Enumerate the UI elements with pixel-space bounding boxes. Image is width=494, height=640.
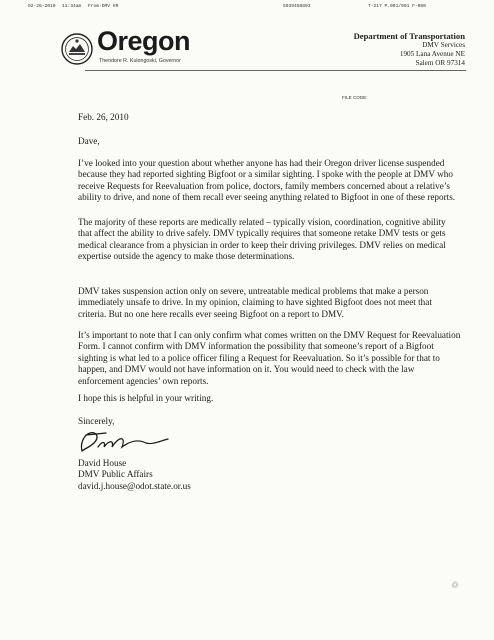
oregon-wordmark: Oregon <box>97 26 191 56</box>
paragraph-4: It’s important to note that I can only confirm what comes written on the DMV Request for Reevaluation Form. I cannot confirm with DMV information the possibility that someone’s report of a Bigfoot sighting is what led to a police officer filing a Request for Reevaluation. So it’s possible for that to happen, and DMV would not have information on it. You would need to check with the law enforcement agencies’ own reports. <box>78 330 461 386</box>
department-name: Department of Transportation <box>353 31 465 41</box>
recycle-icon: ♲ <box>451 580 460 590</box>
division-name: DMV Services <box>422 41 465 49</box>
handwritten-signature <box>76 427 172 457</box>
signoff: Sincerely, <box>78 416 115 426</box>
letterhead-divider <box>85 70 466 71</box>
fax-page-info: T-217 P.001/001 F-080 <box>368 4 426 9</box>
signer-title: DMV Public Affairs <box>78 469 153 480</box>
address-line-2: Salem OR 97314 <box>415 59 465 67</box>
governor-line: Theodore R. Kulongoski, Governor <box>99 58 181 64</box>
file-code-label: FILE CODE: <box>342 95 368 100</box>
paragraph-3: DMV takes suspension action only on severe, untreatable medical problems that make a person immediately unsafe to drive. In my opinion, claiming to have sighted Bigfoot does not meet that criteria. But no one here recalls ever seeing Bigfoot on a report to DMV. <box>78 286 432 319</box>
paragraph-2: The majority of these reports are medically related – typically vision, coordination, cognitive ability that affect the ability to drive safely. DMV typically requires that someone retake DMV tests or gets medical clearance from a physician in order to keep their driving privileges. DMV relies on medical expertise outside the agency to make those determinations. <box>78 217 446 262</box>
address-line-1: 1905 Lana Avenue NE <box>399 50 465 58</box>
fax-time: 11:34am <box>62 4 82 9</box>
signer-email: david.j.house@odot.state.or.us <box>78 480 191 491</box>
letter-date: Feb. 26, 2010 <box>78 112 129 122</box>
closing-line: I hope this is helpful in your writing. <box>78 393 214 403</box>
oregon-state-seal-icon <box>61 33 93 65</box>
department-address-block <box>354 32 465 68</box>
fax-number: 5039450893 <box>283 4 311 9</box>
signer-name: David House <box>78 458 127 468</box>
paragraph-1: I’ve looked into your question about whether anyone has had their Oregon driver license suspended because they had reported sighting Bigfoot or a similar sighting. I spoke with the people at DMV who receive Requests for Reevaluation from police, doctors, family members concerned about a relative’s ability to drive, and none of them recall ever seeing anything related to Bigfoot in one of these reports. <box>78 158 456 203</box>
fax-date: 02-26-2010 <box>28 4 56 9</box>
fax-from: From-DMV HR <box>88 4 119 9</box>
salutation: Dave, <box>78 136 100 146</box>
signer-block <box>78 458 191 492</box>
